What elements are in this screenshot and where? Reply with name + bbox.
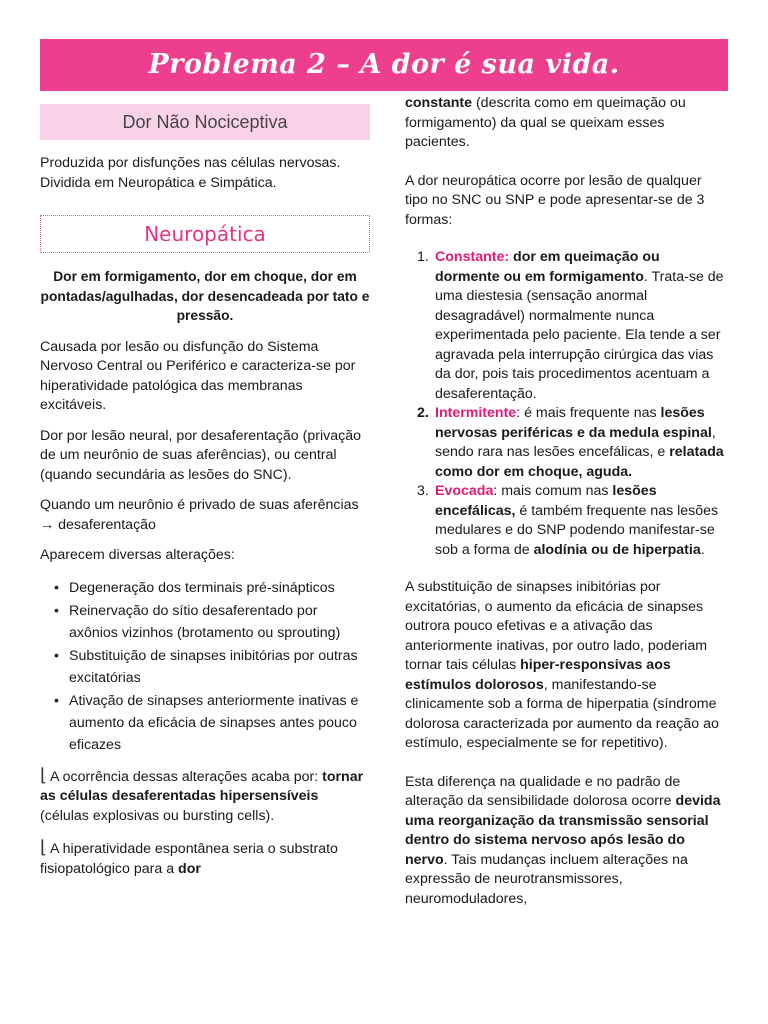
page-title: Problema 2 – A dor é sua vida. bbox=[148, 49, 620, 80]
list-item-text: Reinervação do sítio desaferentado por axônios vizinhos (brotamento ou sprouting) bbox=[69, 602, 341, 641]
paragraph-text: A substituição de sinapses inibitórias por excitatórias, o aumento da eficácia de sinapses outrora pouco efetivas e a ativação das anteriormente inativas, por outro lado, poderiam tornar tais células bbox=[405, 579, 708, 673]
corner-note-2 bbox=[40, 838, 370, 879]
item-label: Intermitente bbox=[435, 405, 517, 421]
item-number: 2. bbox=[417, 405, 429, 421]
item-bold: alodínia ou de hiperpatia bbox=[533, 541, 701, 558]
paragraph-diferenca bbox=[405, 773, 725, 910]
paragraph-text: , manifestando-se clinicamente sob a forma de hiperpatia (síndrome dolorosa caracterizada por aumento da reação ao estímulo, especialmente se for repetitivo). bbox=[405, 676, 719, 751]
left-column bbox=[40, 104, 370, 891]
symptoms-summary: Dor em formigamento, dor em choque, dor em pontadas/agulhadas, dor desencadeada por tato e pressão. bbox=[40, 269, 370, 323]
page-title-banner bbox=[40, 39, 728, 91]
note-text: A hiperatividade espontânea seria o substrato fisiopatológico para a bbox=[40, 841, 338, 877]
section-heading-neuropatica bbox=[40, 215, 370, 253]
item-bold: lesões nervosas periféricas e da medula espinal bbox=[435, 405, 712, 441]
list-item-text: Ativação de sinapses anteriormente inativas e aumento da eficácia de sinapses antes pouco eficazes bbox=[69, 692, 359, 753]
paragraph-three-forms: A dor neuropática ocorre por lesão de qualquer tipo no SNC ou SNP e pode apresentar-se de 3 formas: bbox=[405, 172, 705, 228]
note-text: A ocorrência dessas alterações acaba por: bbox=[50, 768, 323, 785]
continuation-text: (descrita como em queimação ou formigamento) da qual se queixam esses pacientes. bbox=[405, 95, 686, 150]
forms-list bbox=[405, 248, 725, 560]
list-item-text: Degeneração dos terminais pré-sinápticos bbox=[69, 579, 335, 596]
section-heading-text: Neuropática bbox=[144, 222, 266, 246]
bullet-icon: • bbox=[54, 647, 59, 664]
paragraph-lesao-neural: Dor por lesão neural, por desaferentação (privação de um neurônio de suas aferências), ou central (quando secundária as lesões do SNC). bbox=[40, 427, 361, 483]
paragraph-text: Esta diferença na qualidade e no padrão de alteração da sensibilidade dolorosa ocorre bbox=[405, 773, 681, 809]
form-item-evocada bbox=[405, 482, 725, 560]
paragraph-bold: hiper-responsivas aos estímulos dolorosos bbox=[405, 657, 671, 693]
item-text: , sendo rara nas lesões encefálicas, e bbox=[435, 424, 716, 460]
bullet-icon: • bbox=[54, 602, 59, 619]
item-bold: lesões encefálicas, bbox=[435, 483, 657, 519]
continuation-paragraph bbox=[405, 94, 725, 153]
form-item-constante bbox=[405, 248, 725, 404]
item-text: . Trata-se de uma diestesia (sensação anormal desagradável) normalmente nunca experimentada pelo paciente. Ela tende a ser agravada pela interrupção cirúrgica das vias da dor, pois tais procedimentos acentuam a desaferentação. bbox=[435, 268, 724, 402]
paragraph-causada: Causada por lesão ou disfunção do Sistema Nervoso Central ou Periférico e caracteriza-se por hiperatividade patológica das membranas excitáveis. bbox=[40, 338, 356, 413]
paragraph-substituicao bbox=[405, 578, 725, 754]
item-text: : é mais frequente nas bbox=[516, 405, 661, 421]
section-heading-text: Dor Não Nociceptiva bbox=[122, 112, 288, 132]
list-item bbox=[54, 600, 370, 644]
right-column bbox=[405, 94, 725, 920]
continuation-bold: constante bbox=[405, 95, 473, 111]
note-bold-text: dor bbox=[178, 860, 201, 877]
alteracoes-list bbox=[54, 577, 370, 756]
list-item bbox=[54, 690, 370, 756]
corner-note-1 bbox=[40, 766, 370, 827]
list-item bbox=[54, 645, 370, 689]
intro-paragraph: Produzida por disfunções nas células nervosas. Dividida em Neuropática e Simpática. bbox=[40, 155, 341, 191]
item-bold: dor em queimação ou dormente ou em formigamento bbox=[435, 249, 660, 285]
list-item-text: Substituição de sinapses inibitórias por outras excitatórias bbox=[69, 647, 358, 686]
paragraph-bold: devida uma reorganização da transmissão sensorial dentro do sistema nervoso após lesão do nervo bbox=[405, 793, 721, 868]
item-text: . bbox=[700, 541, 705, 558]
corner-bracket-icon: ⌊ bbox=[40, 837, 48, 857]
item-bold: relatada como dor em choque, aguda. bbox=[435, 444, 724, 480]
item-number: 1. bbox=[417, 249, 429, 265]
corner-bracket-icon: ⌊ bbox=[40, 764, 48, 785]
note-bold-text: tornar as células desaferentadas hipersensíveis bbox=[40, 768, 364, 804]
item-label: Evocada bbox=[435, 483, 494, 499]
item-text: : mais comum nas bbox=[493, 483, 613, 499]
paragraph-alteracoes: Aparecem diversas alterações: bbox=[40, 547, 235, 563]
paragraph-desaferentacao: Quando um neurônio é privado de suas aferências → desaferentação bbox=[40, 497, 359, 533]
bullet-icon: • bbox=[54, 579, 59, 596]
list-item bbox=[54, 577, 370, 599]
item-number: 3. bbox=[417, 483, 429, 499]
item-label: Constante: bbox=[435, 249, 510, 265]
section-heading-dor-nao-nociceptiva bbox=[40, 104, 370, 140]
item-text: é também frequente nas lesões medulares e do SNP podendo manifestar-se sob a forma de bbox=[435, 502, 719, 558]
bullet-icon: • bbox=[54, 692, 59, 709]
form-item-intermitente bbox=[405, 404, 725, 482]
note-text: (células explosivas ou bursting cells). bbox=[40, 807, 275, 824]
paragraph-text: . Tais mudanças incluem alterações na expressão de neurotransmissores, neuromoduladores, bbox=[405, 851, 688, 907]
